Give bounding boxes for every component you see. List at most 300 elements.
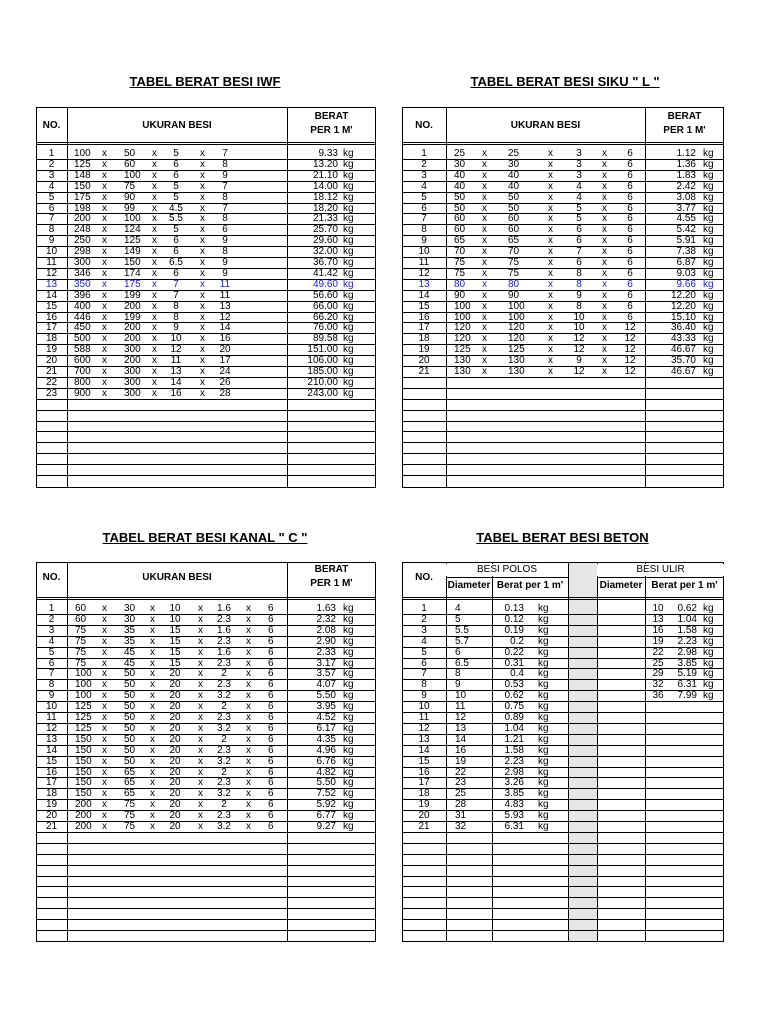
siku-row-t: 9 (576, 355, 582, 367)
siku-row-x: x (548, 278, 553, 290)
kanal-row-x: x (246, 603, 251, 614)
beton-polos-diameter: 6 (455, 646, 461, 658)
siku-row-x: x (602, 246, 607, 258)
kanal-row-x: x (198, 624, 203, 636)
kanal-row-unit: kg (343, 810, 354, 822)
kanal-col-line (67, 562, 68, 942)
siku-row-x: x (602, 191, 607, 203)
kanal-row-no: 16 (45, 766, 58, 778)
iwf-row-no: 4 (48, 180, 55, 192)
iwf-row-t2: 17 (219, 355, 231, 367)
siku-row-b: 65 (508, 235, 520, 247)
kanal-row-b: 50 (124, 712, 136, 723)
kanal-row-line (36, 886, 376, 887)
iwf-row-h: 198 (74, 202, 91, 214)
kanal-row-x: x (102, 668, 107, 680)
siku-row-x: x (482, 311, 487, 323)
siku-row-b: 60 (508, 213, 520, 225)
siku-row-line (402, 464, 724, 465)
iwf-row-no: 7 (48, 213, 55, 225)
kanal-row-t: 2.3 (217, 613, 231, 625)
kanal-row-l: 6 (268, 733, 274, 745)
iwf-row-t2: 7 (222, 148, 228, 159)
iwf-row-weight: 32.00 (312, 246, 338, 258)
siku-row-no: 1 (421, 148, 427, 159)
siku-row-a: 60 (454, 213, 466, 225)
kanal-row-h: 75 (75, 657, 87, 669)
kanal-row-x: x (102, 712, 107, 723)
beton-polos-weight: 0.89 (504, 712, 524, 723)
beton-polos-weight: 0.22 (504, 646, 524, 658)
kanal-row-x: x (198, 755, 203, 767)
siku-row-x: x (482, 267, 487, 279)
siku-row-x: x (482, 213, 487, 225)
iwf-row-x: x (200, 169, 205, 181)
kanal-weight-header-2: PER 1 M' (310, 578, 353, 589)
iwf-row-h: 125 (74, 158, 91, 170)
beton-row-line (402, 810, 724, 811)
siku-row-t: 6 (576, 257, 582, 268)
beton-ulir-diameter: 25 (652, 657, 664, 669)
iwf-row-b: 150 (124, 257, 141, 268)
kanal-row-x: x (150, 799, 155, 811)
siku-row-b: 30 (508, 158, 520, 170)
siku-row-x: x (482, 191, 487, 203)
iwf-row-weight: 41.42 (312, 267, 338, 279)
kanal-row-x: x (198, 777, 203, 789)
iwf-row-unit: kg (343, 148, 354, 159)
beton-ulir-weight: 2.23 (677, 635, 697, 647)
kanal-row-x: x (150, 646, 155, 658)
iwf-row-no: 9 (48, 235, 55, 247)
kanal-row-unit: kg (343, 821, 354, 832)
iwf-row-x: x (152, 213, 157, 225)
iwf-row-b: 149 (124, 246, 141, 258)
siku-row-line (402, 377, 724, 378)
iwf-row-t1: 6 (173, 235, 179, 247)
beton-row-no: 8 (421, 679, 427, 691)
siku-row-unit: kg (703, 311, 714, 323)
kanal-row-unit: kg (343, 755, 354, 767)
beton-ulir-berat-header: Berat per 1 m' (651, 580, 718, 591)
siku-row-x: x (548, 344, 553, 356)
kanal-row-c: 20 (169, 755, 181, 767)
kanal-row-line (36, 897, 376, 898)
iwf-row-b: 199 (124, 289, 141, 301)
siku-row-x: x (548, 235, 553, 247)
siku-row-l: 12 (624, 322, 636, 334)
iwf-row-b: 50 (124, 148, 136, 159)
iwf-row-x: x (200, 235, 205, 247)
siku-row-l: 6 (627, 180, 633, 192)
siku-row-l: 6 (627, 213, 633, 225)
kanal-row-c: 20 (169, 799, 181, 811)
iwf-row-t2: 14 (219, 322, 231, 334)
siku-row-x: x (602, 180, 607, 192)
siku-row-t: 5 (576, 213, 582, 225)
kanal-row-h: 150 (75, 777, 92, 789)
kanal-row-x: x (246, 722, 251, 734)
kanal-row-x: x (198, 733, 203, 745)
kanal-row-t: 2 (221, 799, 227, 811)
beton-no-header: NO. (415, 572, 433, 583)
kanal-row-no: 8 (48, 679, 55, 691)
siku-row-no: 5 (421, 191, 427, 203)
siku-row-t: 3 (576, 158, 582, 170)
kanal-row-no: 17 (45, 777, 58, 789)
iwf-row-no: 22 (45, 376, 58, 388)
iwf-row-weight: 66.00 (312, 300, 338, 312)
siku-row-weight: 1.12 (676, 148, 696, 159)
beton-ulir-diameter: 22 (652, 646, 664, 658)
iwf-row-x: x (152, 300, 157, 312)
kanal-row-t: 2.3 (217, 712, 231, 723)
siku-row-a: 60 (454, 224, 466, 236)
kanal-row-x: x (150, 679, 155, 691)
kanal-row-x: x (150, 690, 155, 702)
kanal-row-x: x (150, 788, 155, 800)
kanal-row-h: 125 (75, 712, 92, 723)
beton-row-line (402, 832, 724, 833)
iwf-row-no: 14 (45, 289, 58, 301)
iwf-row-weight: 185.00 (307, 366, 338, 377)
iwf-row-x: x (152, 344, 157, 356)
kanal-row-t: 1.6 (217, 646, 231, 658)
siku-row-weight: 9.66 (676, 278, 696, 290)
siku-row-unit: kg (703, 180, 714, 192)
kanal-row-unit: kg (343, 712, 354, 723)
kanal-row-unit: kg (343, 690, 354, 702)
kanal-row-x: x (102, 733, 107, 745)
siku-row-x: x (482, 322, 487, 334)
iwf-row-t1: 13 (170, 366, 182, 377)
iwf-row-x: x (152, 387, 157, 399)
siku-row-line (402, 475, 724, 476)
iwf-row-x: x (102, 333, 107, 345)
kanal-row-t: 2.3 (217, 679, 231, 691)
beton-polos-diameter: 11 (455, 701, 466, 713)
kanal-row-x: x (150, 755, 155, 767)
siku-row-x: x (482, 333, 487, 345)
beton-ulir-weight: 0.62 (677, 603, 697, 614)
beton-row-line (402, 788, 724, 789)
kanal-row-line (36, 865, 376, 866)
kanal-row-b: 30 (124, 613, 136, 625)
beton-polos-berat-header: Berat per 1 m' (496, 580, 564, 591)
iwf-row-t2: 24 (219, 366, 231, 377)
kanal-row-c: 20 (169, 722, 181, 734)
iwf-row-unit: kg (343, 246, 354, 258)
kanal-row-l: 6 (268, 690, 274, 702)
kanal-row-unit: kg (343, 613, 354, 625)
iwf-row-t1: 4.5 (169, 202, 183, 214)
siku-header-line2 (402, 144, 724, 145)
iwf-row-x: x (102, 246, 107, 258)
kanal-row-x: x (150, 810, 155, 822)
iwf-row-b: 300 (124, 366, 141, 377)
beton-polos-unit: kg (538, 744, 549, 756)
beton-header-line2 (402, 599, 724, 600)
iwf-row-no: 13 (45, 278, 58, 290)
iwf-row-b: 175 (124, 278, 141, 290)
siku-row-unit: kg (703, 322, 714, 334)
iwf-row-weight: 89.58 (312, 333, 338, 345)
iwf-row-t2: 13 (219, 300, 231, 312)
kanal-row-l: 6 (268, 613, 274, 625)
beton-row-line (402, 767, 724, 768)
iwf-row-h: 298 (74, 246, 91, 258)
siku-row-l: 6 (627, 257, 633, 268)
iwf-row-weight: 14.00 (312, 180, 338, 192)
kanal-row-x: x (198, 701, 203, 713)
siku-row-x: x (602, 213, 607, 225)
kanal-row-x: x (102, 766, 107, 778)
kanal-row-no: 5 (48, 646, 55, 658)
kanal-row-no: 4 (48, 635, 55, 647)
iwf-row-x: x (102, 366, 107, 377)
kanal-row-x: x (246, 744, 251, 756)
siku-row-a: 100 (454, 300, 471, 312)
kanal-row-c: 20 (169, 701, 181, 713)
kanal-row-b: 75 (124, 799, 136, 811)
iwf-row-unit: kg (343, 311, 354, 323)
iwf-row-weight: 29.60 (312, 235, 338, 247)
iwf-row-x: x (102, 202, 107, 214)
kanal-row-c: 20 (169, 712, 181, 723)
iwf-header-line2 (36, 144, 376, 145)
iwf-row-h: 446 (74, 311, 91, 323)
kanal-row-c: 20 (169, 679, 181, 691)
iwf-row-h: 300 (74, 257, 91, 268)
siku-row-b: 50 (508, 191, 520, 203)
beton-col-line (597, 562, 598, 942)
siku-row-x: x (482, 278, 487, 290)
kanal-row-no: 10 (45, 701, 58, 713)
kanal-row-weight: 5.92 (316, 799, 336, 811)
siku-row-t: 8 (576, 267, 582, 279)
kanal-row-l: 6 (268, 744, 274, 756)
beton-polos-weight: 1.21 (504, 733, 524, 745)
siku-row-x: x (602, 289, 607, 301)
iwf-row-x: x (152, 180, 157, 192)
siku-row-x: x (548, 202, 553, 214)
kanal-row-x: x (102, 657, 107, 669)
iwf-row-x: x (102, 257, 107, 268)
kanal-row-l: 6 (268, 799, 274, 811)
iwf-row-b: 200 (124, 355, 141, 367)
iwf-row-x: x (200, 158, 205, 170)
kanal-row-c: 20 (169, 788, 181, 800)
siku-row-x: x (602, 257, 607, 268)
kanal-row-x: x (102, 799, 107, 811)
iwf-row-line (36, 453, 376, 454)
kanal-row-weight: 9.27 (316, 821, 336, 832)
siku-row-t: 6 (576, 224, 582, 236)
beton-row-line (402, 843, 724, 844)
siku-row-a: 70 (454, 246, 466, 258)
siku-row-line (402, 388, 724, 389)
kanal-row-no: 19 (45, 799, 58, 811)
beton-polos-diameter: 9 (455, 679, 461, 691)
siku-row-unit: kg (703, 355, 714, 367)
iwf-row-x: x (102, 158, 107, 170)
iwf-row-x: x (102, 191, 107, 203)
kanal-row-x: x (102, 810, 107, 822)
beton-row-line (402, 799, 724, 800)
kanal-row-l: 6 (268, 712, 274, 723)
kanal-row-line (36, 919, 376, 920)
iwf-row-x: x (200, 191, 205, 203)
siku-row-no: 18 (418, 333, 430, 345)
iwf-row-t2: 7 (222, 180, 228, 192)
siku-row-no: 12 (418, 267, 430, 279)
siku-row-weight: 7.38 (676, 246, 696, 258)
iwf-row-t2: 8 (222, 158, 228, 170)
iwf-row-x: x (152, 158, 157, 170)
kanal-row-x: x (102, 624, 107, 636)
siku-row-x: x (602, 322, 607, 334)
beton-polos-unit: kg (538, 755, 549, 767)
siku-row-x: x (482, 158, 487, 170)
kanal-row-x: x (102, 646, 107, 658)
kanal-row-t: 2 (221, 668, 227, 680)
beton-row-line (402, 712, 724, 713)
kanal-row-no: 1 (48, 603, 55, 614)
kanal-row-t: 2 (221, 701, 227, 713)
kanal-title: TABEL BERAT BESI KANAL " C " (102, 530, 308, 545)
kanal-row-t: 2.3 (217, 777, 231, 789)
siku-row-no: 13 (418, 278, 430, 290)
beton-ulir-unit: kg (703, 690, 714, 702)
kanal-row-no: 6 (48, 657, 55, 669)
beton-row-no: 5 (421, 646, 427, 658)
beton-row-line (402, 897, 724, 898)
beton-polos-weight: 5.93 (504, 810, 524, 822)
siku-row-unit: kg (703, 169, 714, 181)
siku-row-b: 40 (508, 180, 520, 192)
siku-row-t: 3 (576, 148, 582, 159)
beton-polos-unit: kg (538, 777, 549, 789)
beton-polos-weight: 0.19 (504, 624, 524, 636)
siku-row-t: 8 (576, 300, 582, 312)
kanal-row-weight: 3.17 (316, 657, 336, 669)
beton-polos-weight: 1.04 (504, 722, 524, 734)
beton-polos-diameter: 19 (455, 755, 467, 767)
kanal-row-weight: 6.17 (316, 722, 336, 734)
siku-row-b: 75 (508, 267, 520, 279)
iwf-row-x: x (152, 202, 157, 214)
siku-row-l: 6 (627, 224, 633, 236)
iwf-weight-header-1: BERAT (314, 111, 349, 122)
beton-ulir-diameter: 32 (652, 679, 664, 691)
kanal-row-c: 20 (169, 668, 181, 680)
siku-row-b: 100 (508, 300, 525, 312)
siku-row-no: 19 (418, 344, 430, 356)
kanal-row-x: x (198, 613, 203, 625)
siku-row-x: x (482, 344, 487, 356)
kanal-row-weight: 2.90 (316, 635, 336, 647)
iwf-row-x: x (152, 366, 157, 377)
beton-ulir-unit: kg (703, 657, 714, 669)
siku-row-x: x (548, 311, 553, 323)
beton-ulir-unit: kg (703, 668, 714, 680)
siku-row-line (402, 421, 724, 422)
kanal-row-l: 6 (268, 624, 274, 636)
iwf-row-h: 450 (74, 322, 91, 334)
siku-row-weight: 35.70 (670, 355, 696, 367)
kanal-row-x: x (246, 810, 251, 822)
beton-polos-weight: 0.62 (504, 690, 524, 702)
siku-row-unit: kg (703, 224, 714, 236)
siku-row-unit: kg (703, 235, 714, 247)
iwf-row-x: x (200, 311, 205, 323)
kanal-row-l: 6 (268, 766, 274, 778)
kanal-row-b: 65 (124, 788, 136, 800)
iwf-row-line (36, 464, 376, 465)
kanal-row-x: x (246, 657, 251, 669)
kanal-row-t: 2.3 (217, 744, 231, 756)
kanal-row-x: x (246, 668, 251, 680)
kanal-row-line (36, 843, 376, 844)
beton-polos-unit: kg (538, 657, 549, 669)
iwf-row-unit: kg (343, 224, 354, 236)
siku-row-x: x (548, 267, 553, 279)
iwf-row-t1: 8 (173, 300, 179, 312)
iwf-row-x: x (152, 235, 157, 247)
beton-polos-diameter: 14 (455, 733, 467, 745)
iwf-row-weight: 106.00 (307, 355, 338, 367)
iwf-row-t1: 14 (170, 376, 182, 388)
iwf-row-b: 100 (124, 213, 141, 225)
beton-row-line (402, 745, 724, 746)
kanal-row-l: 6 (268, 668, 274, 680)
iwf-row-b: 75 (124, 180, 136, 192)
iwf-no-header: NO. (42, 120, 61, 131)
siku-row-a: 75 (454, 257, 466, 268)
iwf-row-h: 175 (74, 191, 91, 203)
kanal-row-b: 50 (124, 679, 136, 691)
kanal-row-b: 50 (124, 722, 136, 734)
iwf-row-no: 20 (45, 355, 58, 367)
siku-row-b: 50 (508, 202, 520, 214)
kanal-row-b: 65 (124, 766, 136, 778)
siku-row-x: x (548, 322, 553, 334)
beton-ulir-unit: kg (703, 624, 714, 636)
beton-ulir-diameter: 19 (652, 635, 664, 647)
iwf-row-h: 350 (74, 278, 91, 290)
iwf-row-x: x (152, 289, 157, 301)
siku-row-x: x (482, 148, 487, 159)
iwf-row-b: 200 (124, 333, 141, 345)
iwf-row-t1: 8 (173, 311, 179, 323)
kanal-row-unit: kg (343, 788, 354, 800)
beton-row-no: 18 (418, 788, 430, 800)
iwf-row-h: 200 (74, 213, 91, 225)
beton-polos-unit: kg (538, 810, 549, 822)
beton-title: TABEL BERAT BESI BETON (476, 530, 649, 545)
kanal-row-h: 75 (75, 624, 87, 636)
kanal-row-line (36, 876, 376, 877)
siku-row-l: 6 (627, 267, 633, 279)
beton-polos-weight: 2.23 (504, 755, 524, 767)
iwf-row-t1: 5 (173, 224, 179, 236)
siku-row-a: 75 (454, 267, 466, 279)
kanal-row-no: 3 (48, 624, 55, 636)
siku-row-x: x (548, 180, 553, 192)
kanal-row-x: x (198, 603, 203, 614)
beton-polos-weight: 3.85 (504, 788, 524, 800)
iwf-row-x: x (102, 344, 107, 356)
